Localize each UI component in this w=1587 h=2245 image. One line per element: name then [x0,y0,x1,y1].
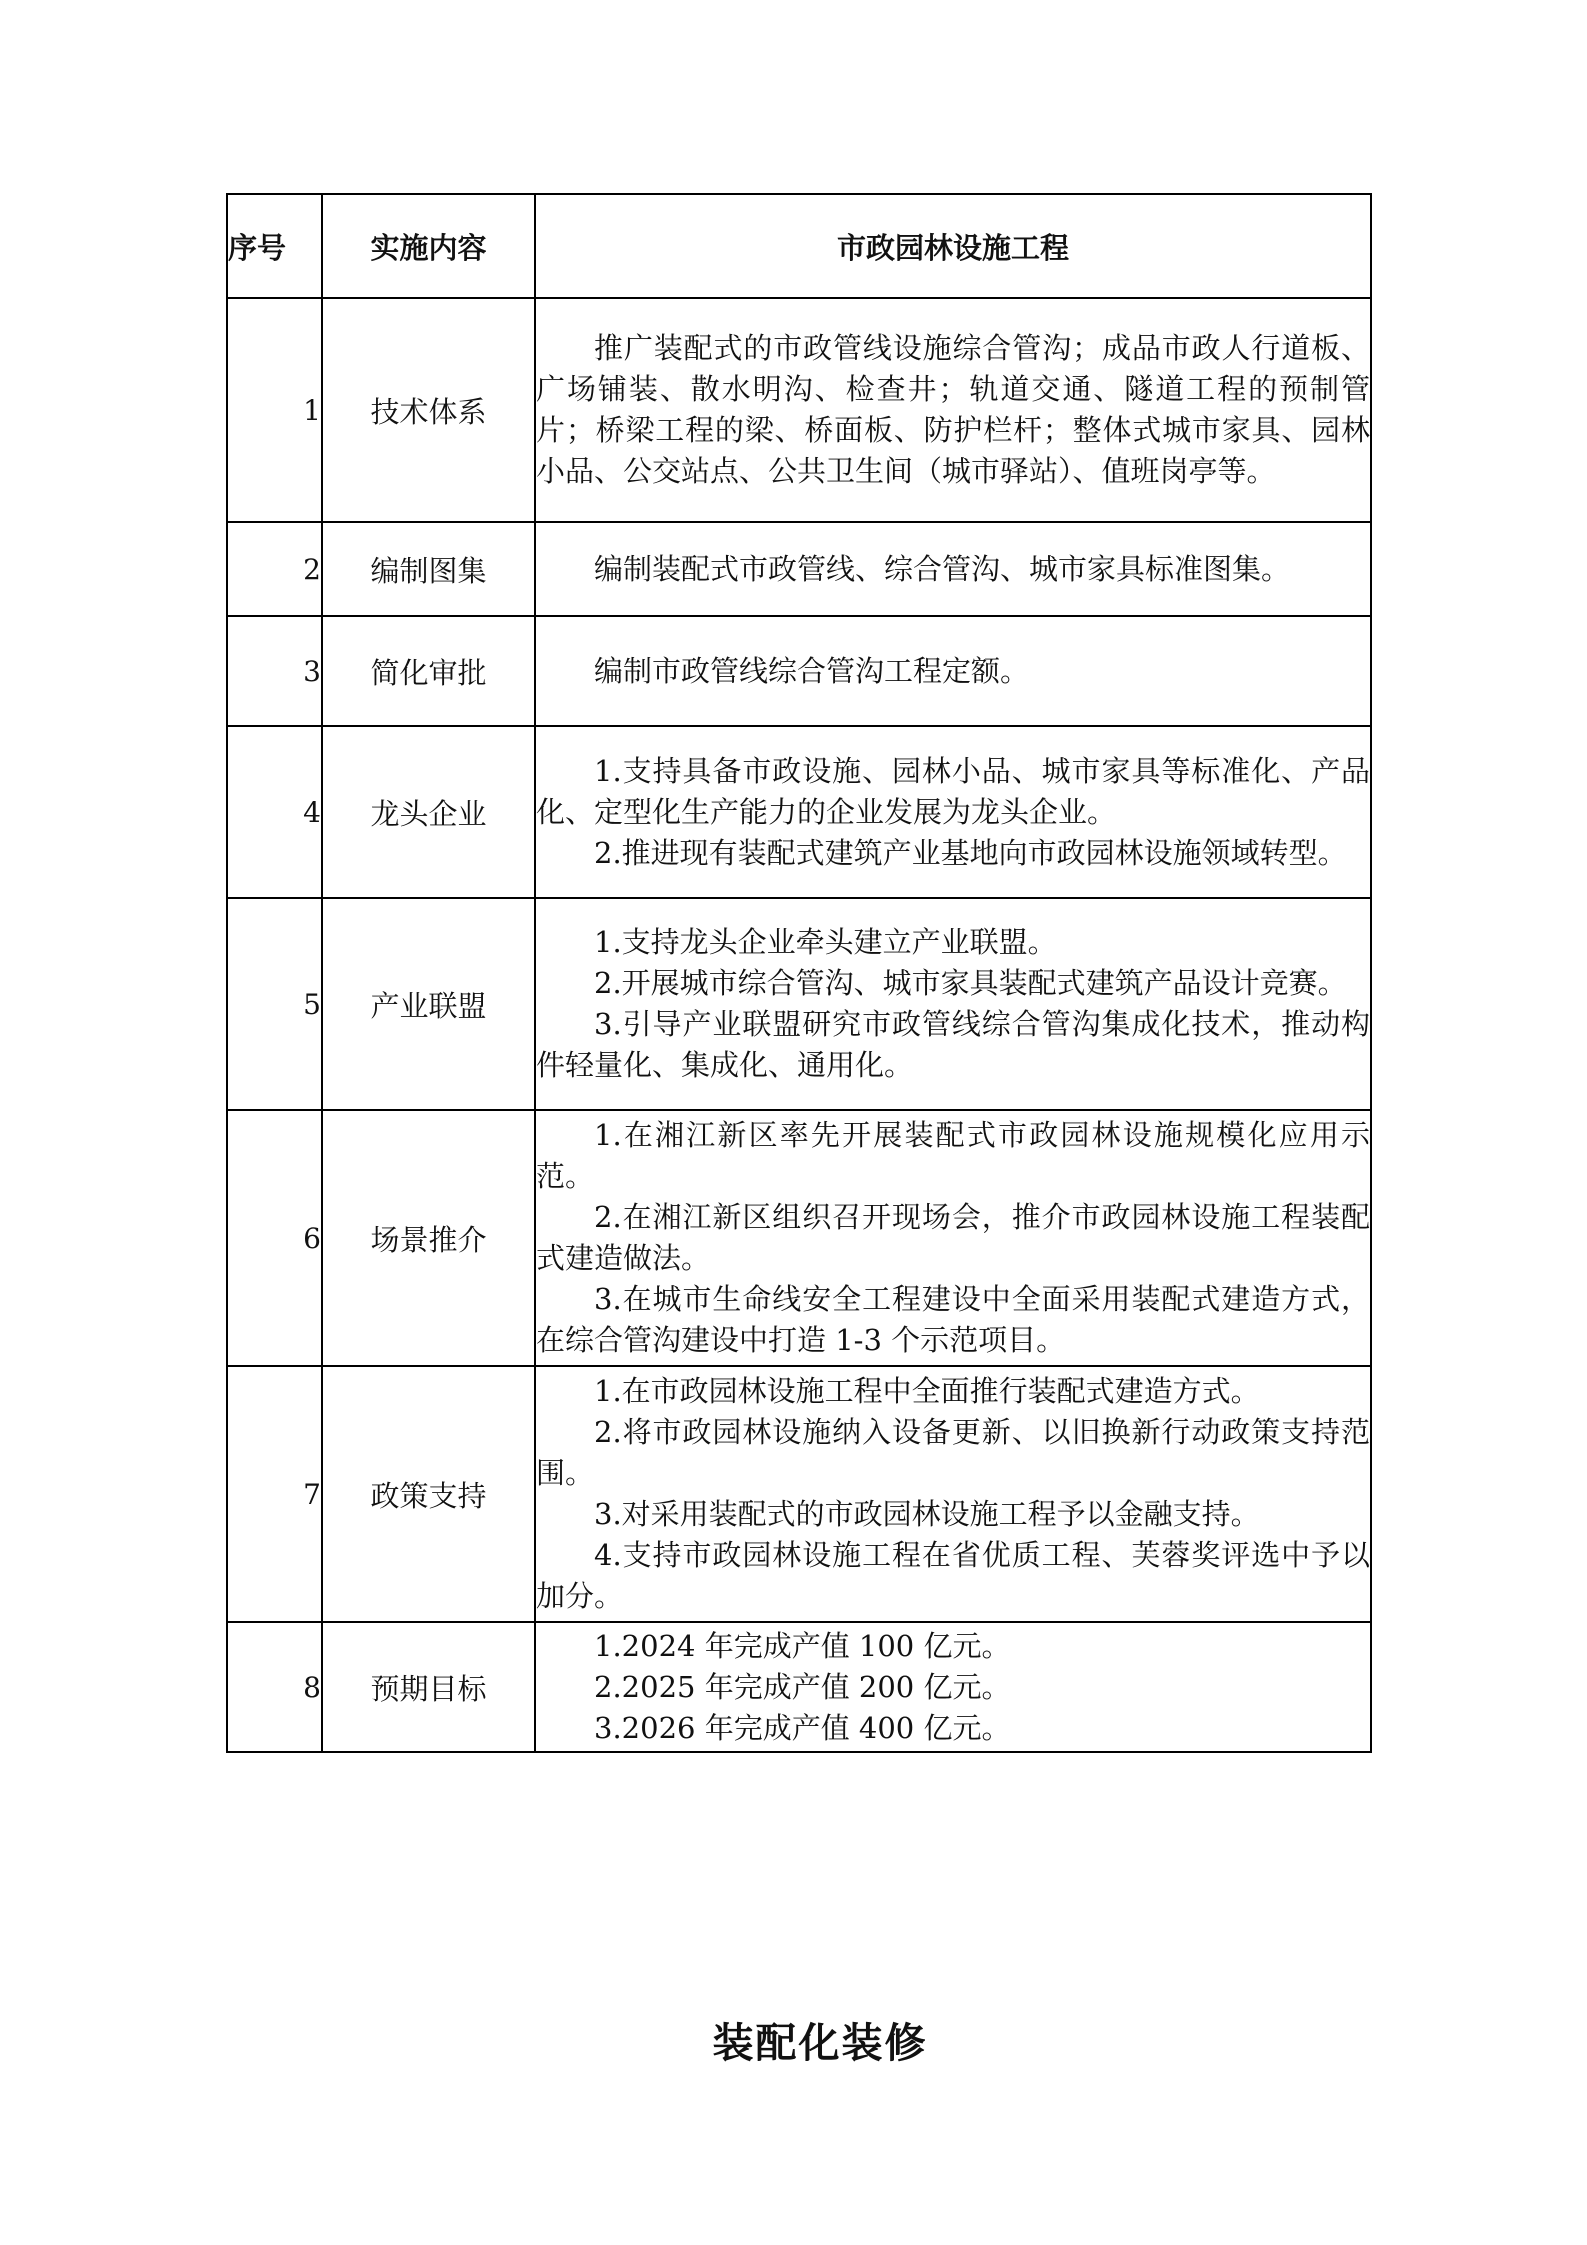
content-paragraph: 1.2024 年完成产值 100 亿元。 [594,1628,1011,1663]
row-content [535,898,1371,1110]
row-content [535,616,1371,726]
content-paragraph: 2.在湘江新区组织召开现场会，推介市政园林设施工程装配式建造做法。 [536,1200,1370,1275]
content-paragraph: 4.支持市政园林设施工程在省优质工程、芙蓉奖评选中予以加分。 [536,1538,1370,1613]
table-row [227,1110,1371,1366]
row-item: 预期目标 [322,1622,535,1752]
content-paragraph: 1.在湘江新区率先开展装配式市政园林设施规模化应用示范。 [536,1118,1370,1193]
table-row [227,898,1371,1110]
policy-table [226,193,1372,1753]
row-number: 8 [227,1622,322,1752]
row-number: 2 [227,522,322,616]
content-paragraph: 1.支持具备市政设施、园林小品、城市家具等标准化、产品化、定型化生产能力的企业发展为龙头企业。 [536,753,1370,829]
row-content [535,1110,1371,1366]
header-content: 市政园林设施工程 [535,194,1371,298]
row-number: 1 [227,298,322,522]
table-row [227,726,1371,898]
row-content [535,1366,1371,1622]
row-number: 5 [227,898,322,1110]
row-content [535,522,1371,616]
content-paragraph: 2.2025 年完成产值 200 亿元。 [594,1669,1011,1704]
row-content [535,1622,1371,1752]
row-number: 6 [227,1110,322,1366]
content-paragraph: 2.开展城市综合管沟、城市家具装配式建筑产品设计竞赛。 [594,966,1347,1000]
table-row [227,1622,1371,1752]
row-item: 龙头企业 [322,726,535,898]
content-paragraph: 编制装配式市政管线、综合管沟、城市家具标准图集。 [594,551,1291,586]
row-content [535,726,1371,898]
content-paragraph: 3.对采用装配式的市政园林设施工程予以金融支持。 [594,1497,1260,1531]
row-item: 政策支持 [322,1366,535,1622]
table-body [227,298,1371,1752]
row-item: 编制图集 [322,522,535,616]
row-content [535,298,1371,522]
table-row [227,522,1371,616]
content-paragraph: 2.将市政园林设施纳入设备更新、以旧换新行动政策支持范围。 [536,1415,1370,1490]
content-paragraph: 3.引导产业联盟研究市政管线综合管沟集成化技术，推动构件轻量化、集成化、通用化。 [536,1007,1370,1082]
table-row [227,1366,1371,1622]
content-paragraph: 3.在城市生命线安全工程建设中全面采用装配式建造方式，在综合管沟建设中打造 1-3 个示范项目。 [536,1282,1370,1357]
table-row [227,298,1371,522]
row-item: 产业联盟 [322,898,535,1110]
content-paragraph: 推广装配式的市政管线设施综合管沟；成品市政人行道板、广场铺装、散水明沟、检查井；轨道交通、隧道工程的预制管片；桥梁工程的梁、桥面板、防护栏杆；整体式城市家具、园林小品、公交站点、公共卫生间（城市驿站）、值班岗亭等。 [536,331,1370,488]
row-item: 简化审批 [322,616,535,726]
row-item: 技术体系 [322,298,535,522]
header-item: 实施内容 [322,194,535,298]
section-title: 装配化装修 [712,2019,928,2067]
table-row [227,616,1371,726]
table-header-row [227,194,1371,298]
content-paragraph: 编制市政管线综合管沟工程定额。 [594,653,1030,688]
row-item: 场景推介 [322,1110,535,1366]
row-number: 7 [227,1366,322,1622]
header-num: 序号 [227,194,322,298]
content-paragraph: 1.支持龙头企业牵头建立产业联盟。 [594,925,1057,959]
content-paragraph: 1.在市政园林设施工程中全面推行装配式建造方式。 [594,1374,1260,1408]
row-number: 4 [227,726,322,898]
row-number: 3 [227,616,322,726]
content-paragraph: 3.2026 年完成产值 400 亿元。 [594,1710,1011,1745]
content-paragraph: 2.推进现有装配式建筑产业基地向市政园林设施领域转型。 [594,835,1347,870]
